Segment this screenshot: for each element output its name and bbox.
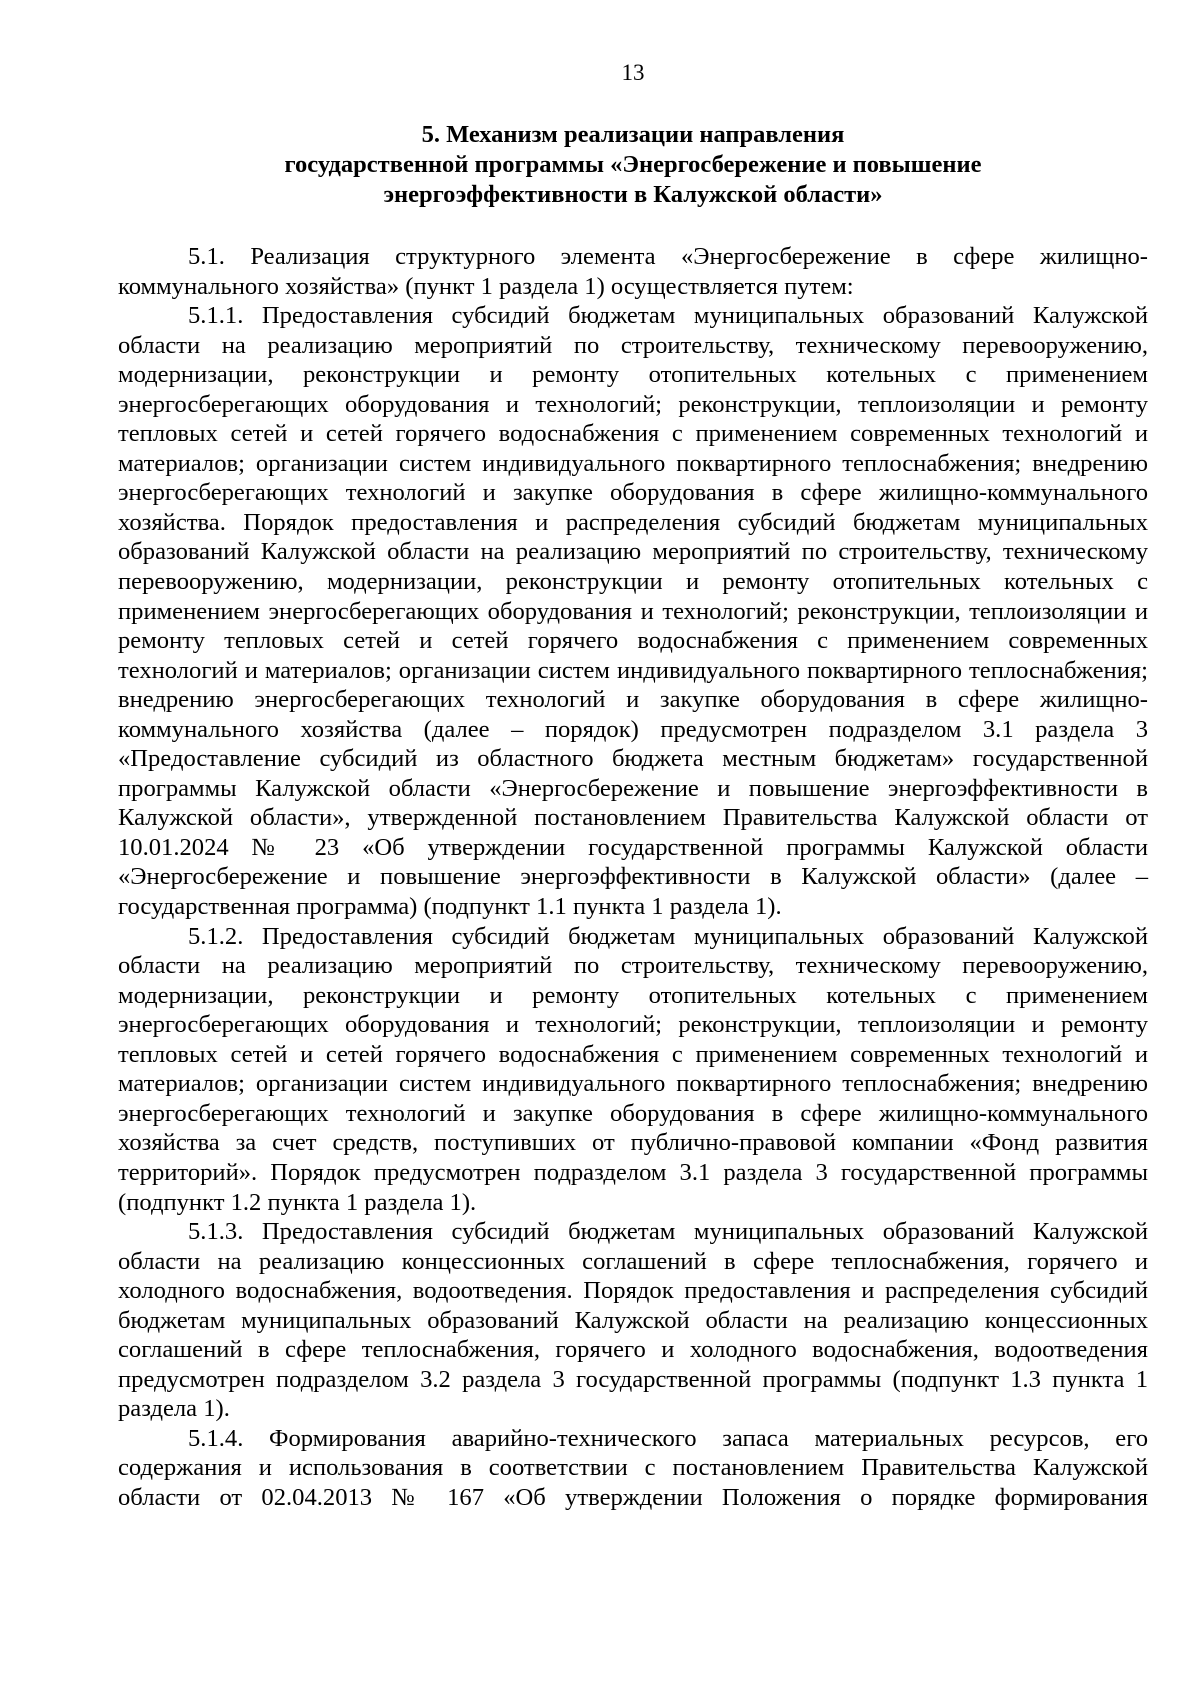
paragraph-5-1-1: 5.1.1. Предоставления субсидий бюджетам муниципальных образований Калужской области на реализацию мероприятий по строительству, техническому перевооружению, модернизации, реконструкции и ремонту отопительных котельных с применением энергосберегающих оборудования и технологий; реконструкции, теплоизоляции и ремонту тепловых сетей и сетей горячего водоснабжения с применением современных технологий и материалов; организации систем индивидуального поквартирного теплоснабжения; внедрению энергосберегающих технологий и закупке оборудования в сфере жилищно-коммунального хозяйства. Порядок предоставления и распределения субсидий бюджетам муниципальных образований Калужской области на реализацию мероприятий по строительству, техническому перевооружению, модернизации, реконструкции и ремонту отопительных котельных с применением энергосберегающих оборудования и технологий; реконструкции, теплоизоляции и ремонту тепловых сетей и сетей горячего водоснабжения с применением современных технологий и материалов; организации систем индивидуального поквартирного теплоснабжения; внедрению энергосберегающих технологий и закупке оборудования в сфере жилищно-коммунального хозяйства (далее – порядок) предусмотрен подразделом 3.1 раздела 3 «Предоставление субсидий из областного бюджета местным бюджетам» государственной программы Калужской области «Энергосбережение и повышение энергоэффективности в Калужской области», утвержденной постановлением Правительства Калужской области от 10.01.2024 № 23 «Об утверждении государственной программы Калужской области «Энергосбережение и повышение энергоэффективности в Калужской области» (далее – государственная программа) (подпункт 1.1 пункта 1 раздела 1). <box>118 302 1148 921</box>
paragraph-5-1-2: 5.1.2. Предоставления субсидий бюджетам муниципальных образований Калужской области на реализацию мероприятий по строительству, техническому перевооружению, модернизации, реконструкции и ремонту отопительных котельных с применением энергосберегающих оборудования и технологий; реконструкции, теплоизоляции и ремонту тепловых сетей и сетей горячего водоснабжения с применением современных технологий и материалов; организации систем индивидуального поквартирного теплоснабжения; внедрению энергосберегающих технологий и закупке оборудования в сфере жилищно-коммунального хозяйства за счет средств, поступивших от публично-правовой компании «Фонд развития территорий». Порядок предусмотрен подразделом 3.1 раздела 3 государственной программы (подпункт 1.2 пункта 1 раздела 1). <box>118 922 1148 1216</box>
heading-line-2: государственной программы «Энергосбережение и повышение <box>284 151 982 178</box>
paragraph-5-1-4: 5.1.4. Формирования аварийно-технического запаса материальных ресурсов, его содержания и использования в соответствии с постановлением Правительства Калужской области от 02.04.2013 № 167 «Об утверждении Положения о порядке формирования <box>118 1424 1148 1511</box>
page-number: 13 <box>621 60 645 85</box>
heading-line-3: энергоэффективности в Калужской области» <box>383 181 883 208</box>
section-heading <box>118 120 1148 210</box>
paragraph-5-1: 5.1. Реализация структурного элемента «Энергосбережение в сфере жилищно-коммунального хозяйства» (пункт 1 раздела 1) осуществляется путем: <box>118 243 1148 300</box>
paragraph-5-1-3: 5.1.3. Предоставления субсидий бюджетам муниципальных образований Калужской области на реализацию концессионных соглашений в сфере теплоснабжения, горячего и холодного водоснабжения, водоотведения. Порядок предоставления и распределения субсидий бюджетам муниципальных образований Калужской области на реализацию концессионных соглашений в сфере теплоснабжения, горячего и холодного водоснабжения, водоотведения предусмотрен подразделом 3.2 раздела 3 государственной программы (подпункт 1.3 пункта 1 раздела 1). <box>118 1218 1148 1423</box>
heading-line-1: 5. Механизм реализации направления <box>421 121 845 148</box>
document-body <box>118 242 1148 1513</box>
